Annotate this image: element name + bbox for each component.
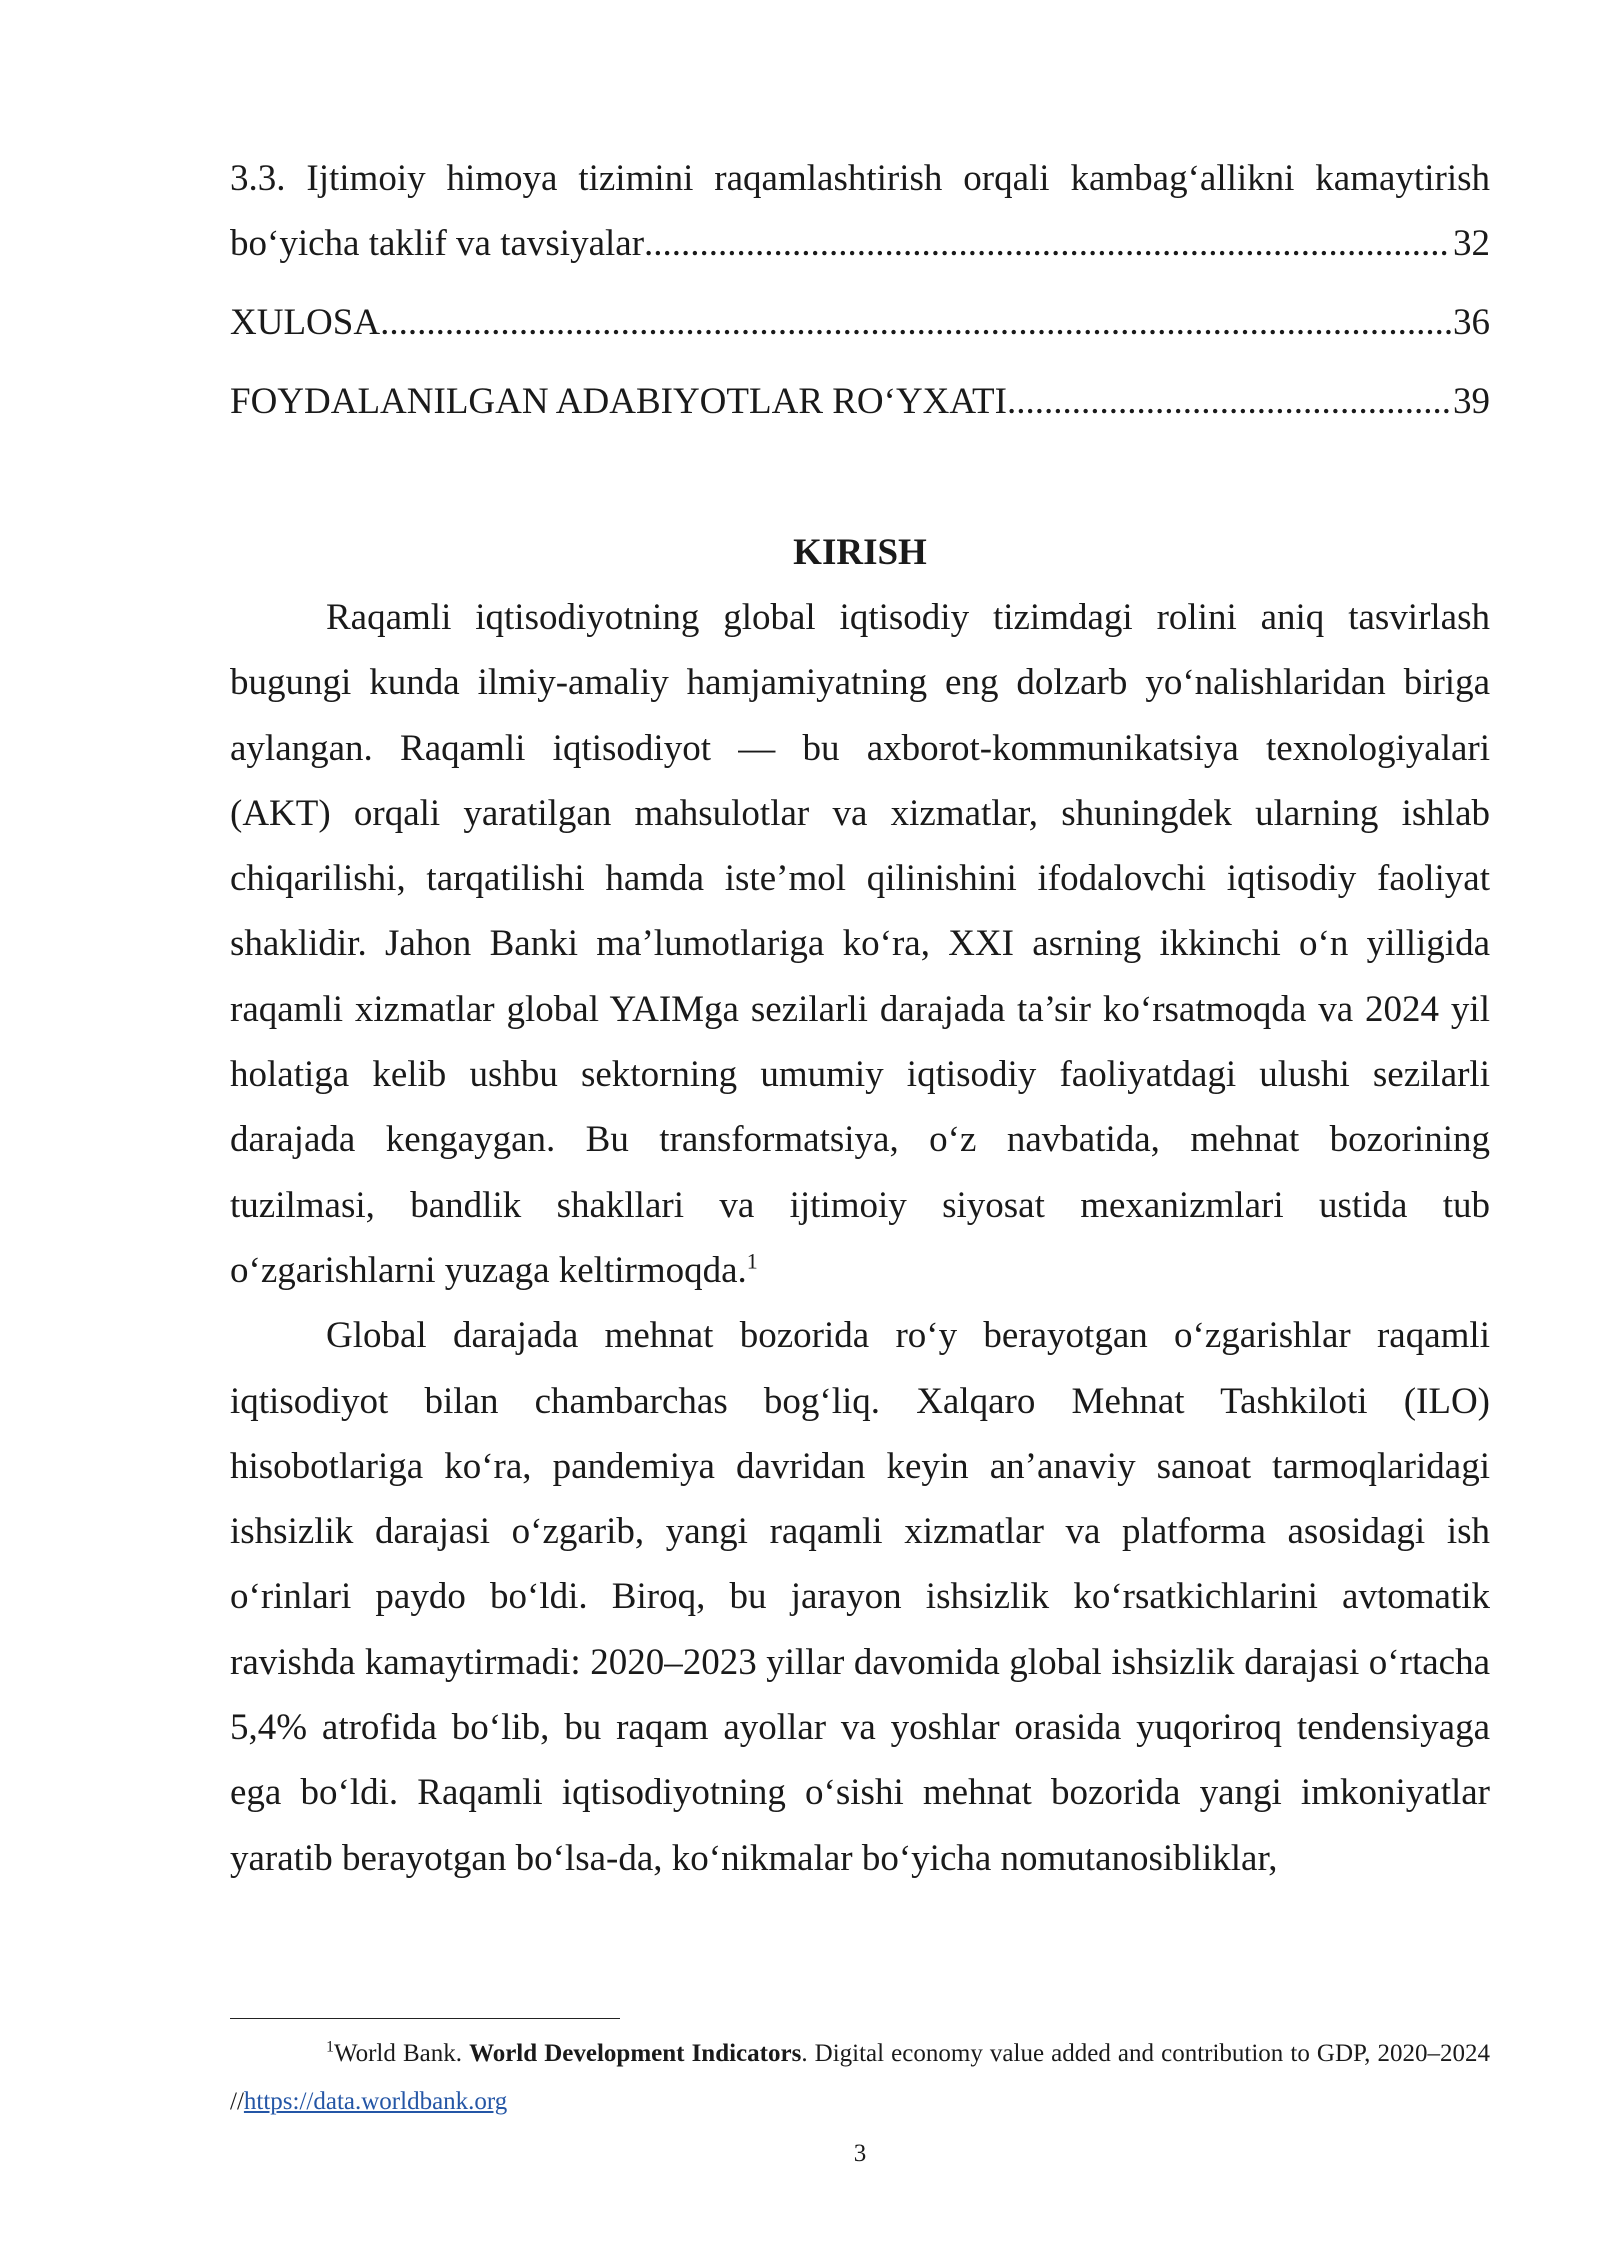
paragraph (230, 1303, 1490, 1891)
toc-dot-leader (1007, 369, 1451, 434)
footnote-rest: . Digital economy value added and contribution to GDP, 2020–2024 // (230, 2040, 1491, 2115)
footnote-title: World Development Indicators (469, 2040, 802, 2067)
footnote-source: World Bank. (334, 2040, 470, 2067)
toc-dot-leader (380, 290, 1451, 355)
toc-entry-title: FOYDALANILGAN ADABIYOTLAR RO‘YXATI (230, 381, 1007, 422)
page-number: 3 (853, 2140, 867, 2167)
toc-entry-xulosa[interactable] (230, 290, 1490, 355)
footnote-number: 1 (326, 2038, 334, 2056)
toc-page-number: 32 (1453, 223, 1490, 264)
section-body (230, 585, 1490, 1891)
section-heading: KIRISH (793, 532, 927, 573)
footnote-text (230, 2030, 1490, 2126)
toc-page-number: 36 (1453, 302, 1490, 343)
footnote-reference[interactable]: 1 (746, 1248, 758, 1274)
toc-dot-leader (644, 211, 1451, 276)
paragraph-text: Raqamli iqtisodiyotning global iqtisodiy tizimdagi rolini aniq tasvirlash bugungi kunda ilmiy-amaliy hamjamiyatning eng dolzarb yo‘nalishlaridan biriga aylangan. Raqamli iqtisodiyot — bu axborot-kommunikatsiya texnologiyalari (AKT) orqali yaratilgan mahsulotlar va xizmatlar, shuningdek ularning ishlab chiqarilishi, tarqatilishi hamda iste’mol qilinishini ifodalovchi iqtisodiy faoliyat shaklidir. Jahon Banki ma’lumotlariga ko‘ra, XXI asrning ikkinchi o‘n yilligida raqamli xizmatlar global YAIMga sezilarli darajada ta’sir ko‘rsatmoqda va 2024 yil holatiga kelib ushbu sektorning umumiy iqtisodiy faoliyatdagi ulushi sezilarli darajada kengaygan. Bu transformatsiya, o‘z navbatida, mehnat bozorining tuzilmasi, bandlik shakllari va ijtimoiy siyosat mexanizmlari ustida tub o‘zgarishlarni yuzaga keltirmoqda. (230, 597, 1490, 1291)
toc-page-number: 39 (1453, 381, 1490, 422)
footnote-separator (230, 2018, 620, 2019)
footnote-link[interactable]: https://data.worldbank.org (243, 2088, 508, 2115)
table-of-contents (230, 146, 1490, 448)
toc-entry-3-3-title: bo‘yicha taklif va tavsiyalar (230, 223, 645, 264)
toc-entry-adabiyotlar[interactable] (230, 369, 1490, 434)
paragraph-text: Global darajada mehnat bozorida ro‘y berayotgan o‘zgarishlar raqamli iqtisodiyot bilan chambarchas bog‘liq. Xalqaro Mehnat Tashkiloti (ILO) hisobotlariga ko‘ra, pandemiya davridan keyin an’anaviy sanoat tarmoqlaridagi ishsizlik darajasi o‘zgarib, yangi raqamli xizmatlar va platforma asosidagi ish o‘rinlari paydo bo‘ldi. Biroq, bu jarayon ishsizlik ko‘rsatkichlarini avtomatik ravishda kamaytirmadi: 2020–2023 yillar davomida global ishsizlik darajasi o‘rtacha 5,4% atrofida bo‘lib, bu raqam ayollar va yoshlar orasida yuqoriroq tendensiyaga ega bo‘ldi. Raqamli iqtisodiyotning o‘sishi mehnat bozorida yangi imkoniyatlar yaratib berayotgan bo‘lsa-da, ko‘nikmalar bo‘yicha nomutanosibliklar, (230, 1315, 1490, 1879)
footnote (230, 2030, 1490, 2126)
toc-entry-3-3-line1: 3.3. Ijtimoiy himoya tizimini raqamlashtirish orqali kambag‘allikni kamaytirish (230, 158, 1490, 199)
toc-entry-3-3-line2 (230, 211, 1490, 276)
paragraph (230, 585, 1490, 1303)
toc-entry-title: XULOSA (230, 302, 381, 343)
toc-entry-3-3[interactable] (230, 146, 1490, 276)
